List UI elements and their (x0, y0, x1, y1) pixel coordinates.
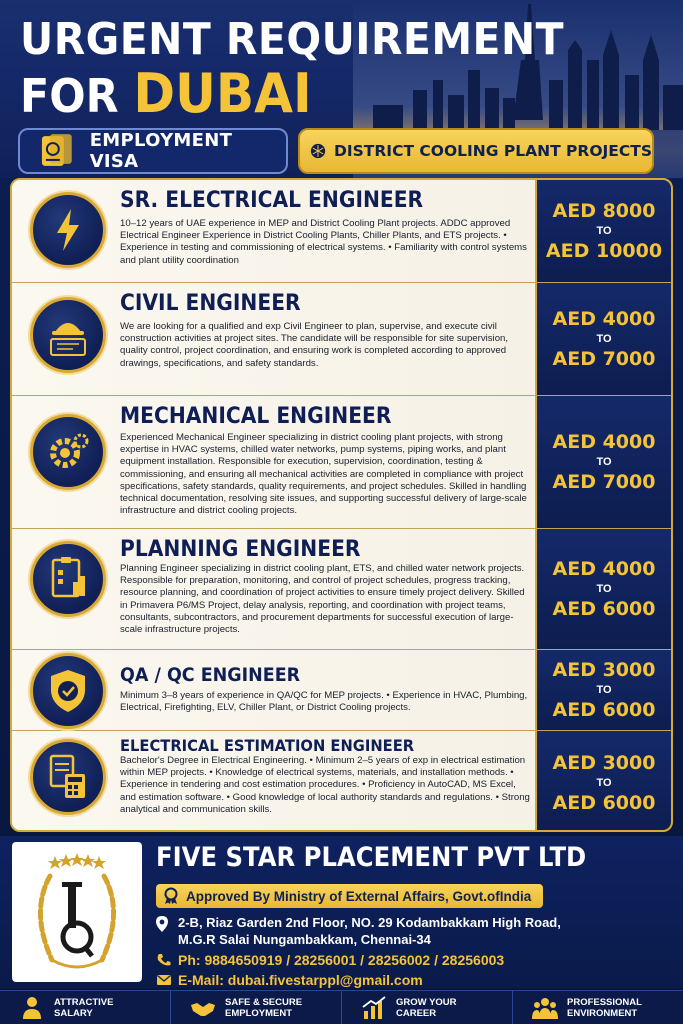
salary-to: AED 7000 (552, 348, 656, 370)
laurel-logo-icon (12, 842, 142, 982)
salary-from: AED 3000 (552, 751, 656, 774)
salary-to-word: TO (596, 684, 612, 696)
job-icon-badge (30, 541, 106, 617)
salary-to-word: TO (596, 456, 612, 468)
job-icon-badge (30, 414, 106, 490)
headline-for: FOR (20, 69, 119, 123)
salary-to-word: TO (596, 583, 612, 595)
approval-banner (156, 884, 543, 908)
hardhat-blueprint-icon (33, 300, 103, 370)
job-description: Bachelor's Degree in Electrical Engineering. • Minimum 2–5 years of exp in electrical estimation within MEP projects. • Knowledge of electrical systems, materials, and installation methods. • Experience in tendering and cost estimation procedures. • Proficiency in AutoCAD, MS Excel, and estimation software. • Good knowledge of local authority standards and regulations. • Strong analytical and communication skills. (120, 755, 530, 815)
job-icon-badge (30, 297, 106, 373)
benefit-line-2: EMPLOYMENT (225, 1007, 293, 1019)
job-description: Experienced Mechanical Engineer specializing in district cooling plant projects, with strong expertise in HVAC systems, chilled water networks, pump systems, piping works, and plant equipment installation. Responsible for execution, supervision, coordination, testing & commissioning, and ensuring all mechanical activities are completed in compliance with project specifications, safety standards, quality requirements, and project schedules. Skilled in handling technical documentation, resolving site issues, and supporting successful delivery of large-scale infrastructure and district cooling projects. (120, 432, 527, 517)
job-title: QA / QC ENGINEER (120, 664, 301, 686)
gear-icon (33, 417, 103, 487)
headline-city: DUBAI (133, 62, 312, 125)
job-icon-badge (30, 653, 106, 729)
salary-panel (535, 396, 671, 528)
company-email[interactable] (156, 972, 423, 988)
handshake-icon (189, 995, 217, 1021)
job-card-electrical-estimation-engineer (12, 731, 671, 832)
lightning-icon (33, 195, 103, 265)
benefit-attractive-salary (0, 991, 171, 1024)
job-title: ELECTRICAL ESTIMATION ENGINEER (120, 736, 415, 755)
benefit-safe-secure (171, 991, 342, 1024)
salary-to: AED 6000 (552, 791, 656, 814)
job-description: 10–12 years of UAE experience in MEP and District Cooling Plant projects. ADDC approved Electrical Engineer Experience in District Cooling Plants, Chiller Plants, and ETS projects. • Experience in testing and commissioning of electrical systems. • Familiarity with control systems and plant utility coordination (120, 218, 527, 266)
benefit-grow-career (342, 991, 513, 1024)
job-description: Minimum 3–8 years of experience in QA/QC for MEP projects. • Experience in HVAC, Plumbing, Electrical, Firefighting, ELV, Chiller Plant, or District Cooling projects. (120, 690, 528, 714)
project-type-label: DISTRICT COOLING PLANT PROJECTS (334, 142, 652, 160)
salary-to: AED 6000 (552, 699, 656, 721)
employment-visa-label: EMPLOYMENT VISA (89, 130, 233, 172)
job-card-sr-electrical-engineer (12, 180, 671, 283)
salary-panel (535, 529, 671, 649)
money-person-icon (18, 995, 46, 1021)
salary-from: AED 8000 (552, 200, 656, 222)
job-title: MECHANICAL ENGINEER (120, 404, 392, 429)
salary-to: AED 7000 (552, 471, 656, 493)
benefits-bar (0, 990, 683, 1024)
company-address (156, 914, 561, 948)
header (0, 0, 683, 178)
project-type-badge (298, 128, 654, 174)
benefit-line-1: PROFESSIONAL (567, 996, 642, 1008)
salary-panel (535, 180, 671, 282)
passport-icon (34, 132, 76, 170)
company-name: FIVE STAR PLACEMENT PVT LTD (156, 842, 587, 873)
address-line-2: M.G.R Salai Nungambakkam, Chennai-34 (178, 932, 431, 947)
job-title: PLANNING ENGINEER (120, 537, 361, 562)
job-card-civil-engineer (12, 283, 671, 396)
company-info (0, 836, 683, 988)
clipboard-chart-icon (33, 544, 103, 614)
email-text: E-Mail: dubai.fivestarppl@gmail.com (178, 972, 423, 988)
salary-to: AED 10000 (545, 240, 663, 262)
benefit-line-1: SAFE & SECURE (225, 996, 303, 1008)
employment-visa-badge (18, 128, 288, 174)
approval-text: Approved By Ministry of External Affairs, Govt.ofIndia (186, 888, 532, 904)
salary-from: AED 4000 (552, 558, 656, 580)
growth-chart-icon (360, 995, 388, 1021)
salary-to-word: TO (596, 333, 612, 345)
salary-from: AED 4000 (552, 308, 656, 330)
job-listings (10, 178, 673, 832)
benefit-line-2: CAREER (396, 1007, 437, 1019)
salary-to-word: TO (596, 776, 612, 789)
job-card-mechanical-engineer (12, 396, 671, 529)
snowflake-icon (310, 132, 326, 170)
job-icon-badge (30, 192, 106, 268)
salary-from: AED 4000 (552, 431, 656, 453)
benefit-line-2: ENVIRONMENT (567, 1007, 638, 1019)
job-description: We are looking for a qualified and exp Civil Engineer to plan, supervise, and execute civil construction activities at project sites. The candidate will be responsible for site supervision, quality control, project coordination, and ensuring work is completed according to approved drawings, specifications, and safety standards. (120, 321, 509, 369)
salary-from: AED 3000 (552, 659, 656, 681)
salary-panel (535, 283, 671, 395)
award-icon (162, 887, 180, 905)
envelope-icon (156, 973, 172, 987)
salary-to-word: TO (596, 225, 612, 237)
job-title: CIVIL ENGINEER (120, 291, 301, 316)
job-card-planning-engineer (12, 529, 671, 650)
benefit-line-1: ATTRACTIVE (54, 996, 114, 1008)
job-card-qa-qc-engineer (12, 650, 671, 731)
job-description: Planning Engineer specializing in district cooling plant, ETS, and chilled water network projects. Responsible for preparation, monitoring, and control of project schedules, progress tracking, resource planning, and coordination of project activities to ensure timely project delivery. Skilled in Primavera P6/MS Project, delay analysis, reporting, and coordination with project teams, consultants, subcontractors, and procurement departments for successful execution of large-scale infrastructure projects. (120, 563, 525, 636)
shield-check-icon (33, 656, 103, 726)
salary-panel (535, 650, 671, 730)
salary-panel (535, 731, 671, 832)
job-icon-badge (30, 739, 106, 815)
phone-text: Ph: 9884650919 / 28256001 / 28256002 / 28256003 (178, 952, 505, 968)
calculator-document-icon (33, 742, 103, 812)
headline-urgent-requirement: URGENT REQUIREMENT (20, 14, 565, 65)
phone-icon (156, 953, 172, 967)
benefit-line-2: SALARY (54, 1007, 93, 1019)
team-icon (531, 995, 559, 1021)
headline-for-dubai (20, 62, 312, 125)
salary-to: AED 6000 (552, 598, 656, 620)
benefit-professional-environment (513, 991, 683, 1024)
company-phone[interactable] (156, 952, 504, 968)
benefit-line-1: GROW YOUR (396, 996, 457, 1008)
address-line-1: 2-B, Riaz Garden 2nd Floor, NO. 29 Kodambakkam High Road, (178, 915, 561, 930)
location-pin-icon (156, 916, 168, 932)
job-title: SR. ELECTRICAL ENGINEER (120, 188, 424, 213)
company-logo (12, 842, 142, 982)
